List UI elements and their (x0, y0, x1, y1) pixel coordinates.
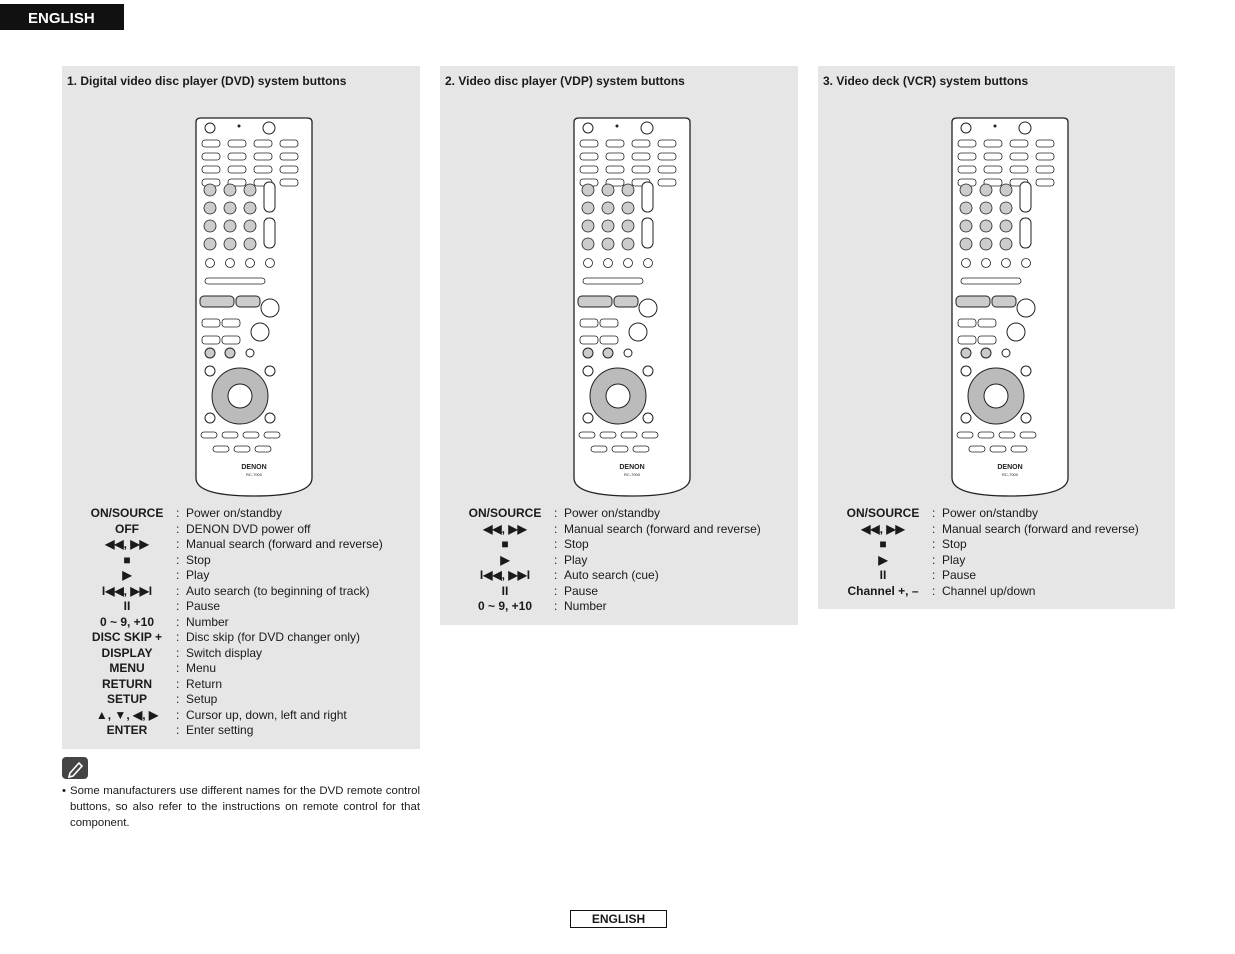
button-name: 0 ~ 9, +10 (99, 614, 155, 629)
button-row (62, 506, 420, 522)
button-name: ■ (879, 537, 887, 551)
button-function: Manual search (forward and reverse) (564, 521, 761, 536)
remote-control-illustration (949, 116, 1071, 499)
button-row (62, 553, 420, 569)
button-list (62, 506, 420, 739)
button-name: ◀◀, ▶▶ (483, 521, 527, 536)
button-name: ◀◀, ▶▶ (105, 537, 149, 551)
separator-colon: : (932, 506, 936, 520)
button-name: ■ (501, 537, 509, 551)
button-function: Manual search (forward and reverse) (942, 521, 1139, 536)
button-function: Menu (186, 661, 217, 675)
button-function: Stop (564, 537, 589, 551)
button-name: RETURN (102, 676, 152, 691)
separator-colon: : (932, 583, 936, 598)
button-name: 0 ~ 9, +10 (477, 599, 533, 613)
note-text: Some manufacturers use different names for the DVD remote control buttons, so also refer to the instructions on remote control for that component. (70, 785, 420, 829)
separator-colon: : (176, 568, 180, 582)
panel-title: 1. Digital video disc player (DVD) system buttons (67, 74, 347, 88)
button-row (62, 677, 420, 693)
button-row (440, 537, 798, 553)
button-function: Auto search (to beginning of track) (186, 583, 370, 598)
panel-title: 2. Video disc player (VDP) system buttons (445, 74, 685, 88)
footer-language-label: ENGLISH (570, 910, 667, 928)
note-text-block (62, 783, 420, 831)
separator-colon: : (554, 599, 558, 613)
button-name: ◀◀, ▶▶ (861, 521, 905, 536)
button-function: Power on/standby (564, 506, 661, 520)
button-name: II (501, 583, 509, 598)
button-row (62, 537, 420, 553)
button-row (62, 723, 420, 739)
button-name: I◀◀, ▶▶I (479, 568, 531, 582)
button-row (440, 522, 798, 538)
button-name: ON/SOURCE (90, 506, 164, 520)
button-row (818, 506, 1175, 522)
button-row (62, 584, 420, 600)
button-function: Manual search (forward and reverse) (186, 537, 383, 551)
button-name: ENTER (106, 723, 148, 737)
panel-title: 3. Video deck (VCR) system buttons (823, 74, 1029, 88)
panel-vdp (440, 66, 798, 625)
button-function: Auto search (cue) (564, 568, 659, 582)
svg-text:DENON: DENON (997, 464, 1023, 471)
button-name: II (879, 568, 887, 582)
separator-colon: : (176, 676, 180, 691)
remote-control-illustration (571, 116, 693, 499)
button-name: ■ (123, 552, 131, 567)
separator-colon: : (554, 506, 558, 520)
separator-colon: : (176, 506, 180, 520)
button-row (62, 708, 420, 724)
button-name: ▶ (878, 552, 888, 567)
separator-colon: : (932, 537, 936, 551)
svg-text:RC-7000: RC-7000 (1001, 472, 1019, 477)
button-list (818, 506, 1175, 599)
button-row (818, 522, 1175, 538)
pencil-icon (62, 757, 88, 779)
separator-colon: : (176, 723, 180, 737)
svg-text:DENON: DENON (619, 464, 645, 471)
button-name: ▶ (500, 552, 510, 567)
button-name: SETUP (106, 692, 147, 706)
button-row (818, 584, 1175, 600)
button-name: DISC SKIP + (91, 630, 163, 644)
button-name: OFF (115, 521, 139, 536)
button-row (440, 584, 798, 600)
separator-colon: : (176, 552, 180, 567)
button-function: Pause (186, 599, 221, 613)
button-row (440, 506, 798, 522)
separator-colon: : (176, 537, 180, 551)
remote-control-illustration (193, 116, 315, 499)
separator-colon: : (176, 599, 180, 613)
button-name: MENU (109, 661, 145, 675)
button-name: ON/SOURCE (846, 506, 920, 520)
button-function: DENON DVD power off (186, 521, 311, 536)
svg-text:RC-7000: RC-7000 (245, 472, 263, 477)
button-row (818, 553, 1175, 569)
separator-colon: : (554, 521, 558, 536)
svg-text:DENON: DENON (241, 464, 267, 471)
button-name: ▲, ▼, ◀, ▶ (95, 707, 159, 722)
button-function: Number (564, 599, 607, 613)
separator-colon: : (176, 645, 180, 660)
button-row (62, 630, 420, 646)
separator-colon: : (176, 630, 180, 644)
button-row (440, 599, 798, 615)
button-function: Stop (186, 552, 211, 567)
button-function: Play (564, 552, 588, 567)
button-function: Cursor up, down, left and right (186, 707, 347, 722)
button-row (440, 553, 798, 569)
button-function: Stop (942, 537, 967, 551)
button-name: DISPLAY (101, 645, 153, 660)
button-row (62, 522, 420, 538)
button-function: Play (942, 552, 966, 567)
separator-colon: : (932, 552, 936, 567)
separator-colon: : (176, 692, 180, 706)
button-name: ▶ (122, 568, 132, 582)
button-list (440, 506, 798, 615)
language-tab: ENGLISH (0, 4, 124, 30)
button-function: Power on/standby (942, 506, 1039, 520)
bullet: • (62, 785, 66, 797)
panel-dvd (62, 66, 420, 749)
separator-colon: : (176, 583, 180, 598)
separator-colon: : (176, 707, 180, 722)
separator-colon: : (176, 614, 180, 629)
button-name: ON/SOURCE (468, 506, 542, 520)
button-row (440, 568, 798, 584)
button-row (818, 537, 1175, 553)
button-function: Return (186, 676, 223, 691)
button-function: Channel up/down (942, 583, 1036, 598)
button-function: Play (186, 568, 210, 582)
separator-colon: : (554, 583, 558, 598)
button-row (62, 661, 420, 677)
separator-colon: : (554, 568, 558, 582)
button-row (62, 568, 420, 584)
button-name: I◀◀, ▶▶I (101, 583, 153, 598)
button-row (62, 646, 420, 662)
button-row (818, 568, 1175, 584)
button-function: Switch display (186, 645, 263, 660)
separator-colon: : (176, 521, 180, 536)
button-function: Pause (564, 583, 599, 598)
separator-colon: : (554, 552, 558, 567)
button-name: Channel +, – (847, 583, 919, 598)
button-name: II (123, 599, 131, 613)
button-function: Power on/standby (186, 506, 283, 520)
svg-text:RC-7000: RC-7000 (623, 472, 641, 477)
separator-colon: : (176, 661, 180, 675)
button-row (62, 599, 420, 615)
separator-colon: : (932, 568, 936, 582)
button-function: Number (186, 614, 229, 629)
button-function: Disc skip (for DVD changer only) (186, 630, 361, 644)
button-row (62, 692, 420, 708)
panel-vcr (818, 66, 1175, 609)
separator-colon: : (932, 521, 936, 536)
button-function: Enter setting (186, 723, 254, 737)
separator-colon: : (554, 537, 558, 551)
button-function: Pause (942, 568, 977, 582)
button-function: Setup (186, 692, 218, 706)
button-row (62, 615, 420, 631)
